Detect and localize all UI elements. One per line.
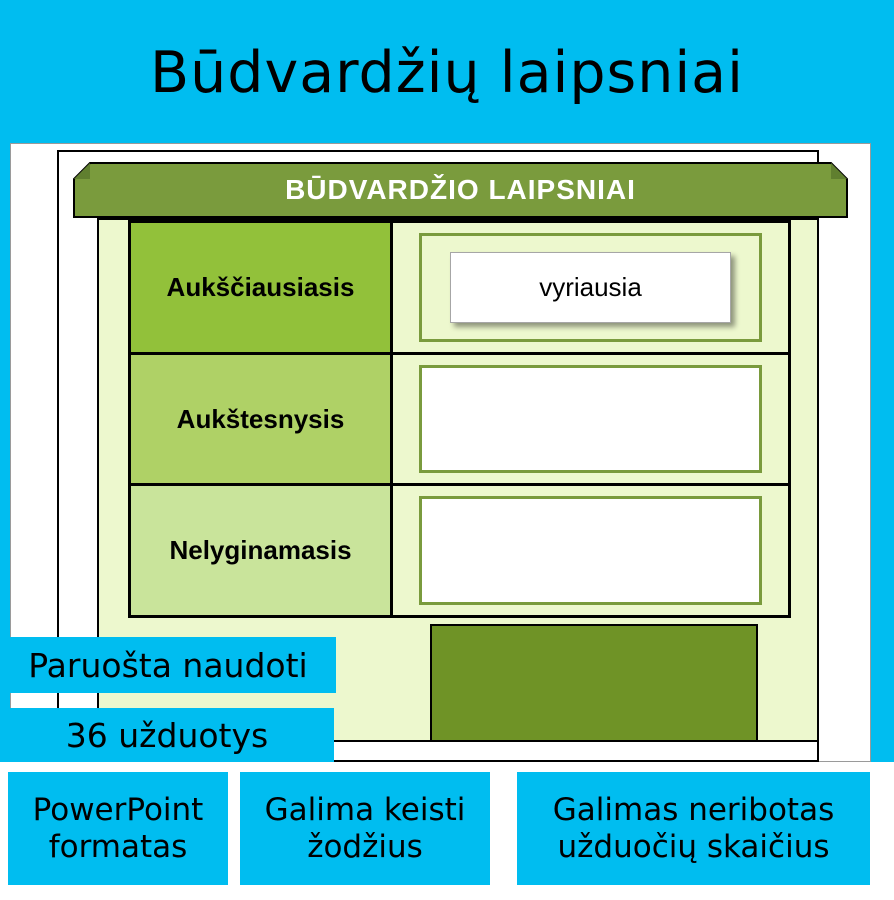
- row-label-aukstciausiasis: Aukščiausiasis: [131, 223, 393, 352]
- footer-box-line: Galima keisti: [264, 791, 466, 828]
- page-title: Būdvardžių laipsniai: [150, 40, 744, 106]
- cabinet-drawer: [430, 624, 758, 742]
- table-row: [131, 486, 788, 615]
- cabinet-header-title: BŪDVARDŽIO LAIPSNIAI: [285, 173, 636, 205]
- footer-box-line: užduočių skaičius: [557, 828, 830, 865]
- row-label-nelyginamasis: Nelyginamasis: [131, 486, 393, 615]
- answer-card[interactable]: vyriausia: [450, 252, 731, 323]
- table-row: [131, 223, 788, 355]
- footer-box-format: [8, 772, 228, 885]
- ribbon-task-count: 36 užduotys: [0, 708, 334, 762]
- footer-box-editable: [240, 772, 490, 885]
- answer-drop-zone[interactable]: [419, 496, 762, 605]
- footer-box-line: formatas: [48, 828, 188, 865]
- footer-box-line: PowerPoint: [32, 791, 204, 828]
- footer-box-line: žodžius: [307, 828, 423, 865]
- row-label-aukstesnysis: Aukštesnysis: [131, 355, 393, 484]
- answer-drop-zone[interactable]: [419, 233, 762, 342]
- degrees-table: [128, 220, 791, 618]
- table-row: [131, 355, 788, 487]
- answer-cell: [393, 355, 788, 484]
- ribbon-ready-to-use: Paruošta naudoti: [0, 637, 336, 693]
- answer-drop-zone[interactable]: [419, 365, 762, 474]
- footer-box-unlimited-tasks: [517, 772, 870, 885]
- footer-box-line: Galimas neribotas: [552, 791, 835, 828]
- right-cyan-margin: [871, 143, 894, 762]
- answer-cell: [393, 223, 788, 352]
- answer-cell: [393, 486, 788, 615]
